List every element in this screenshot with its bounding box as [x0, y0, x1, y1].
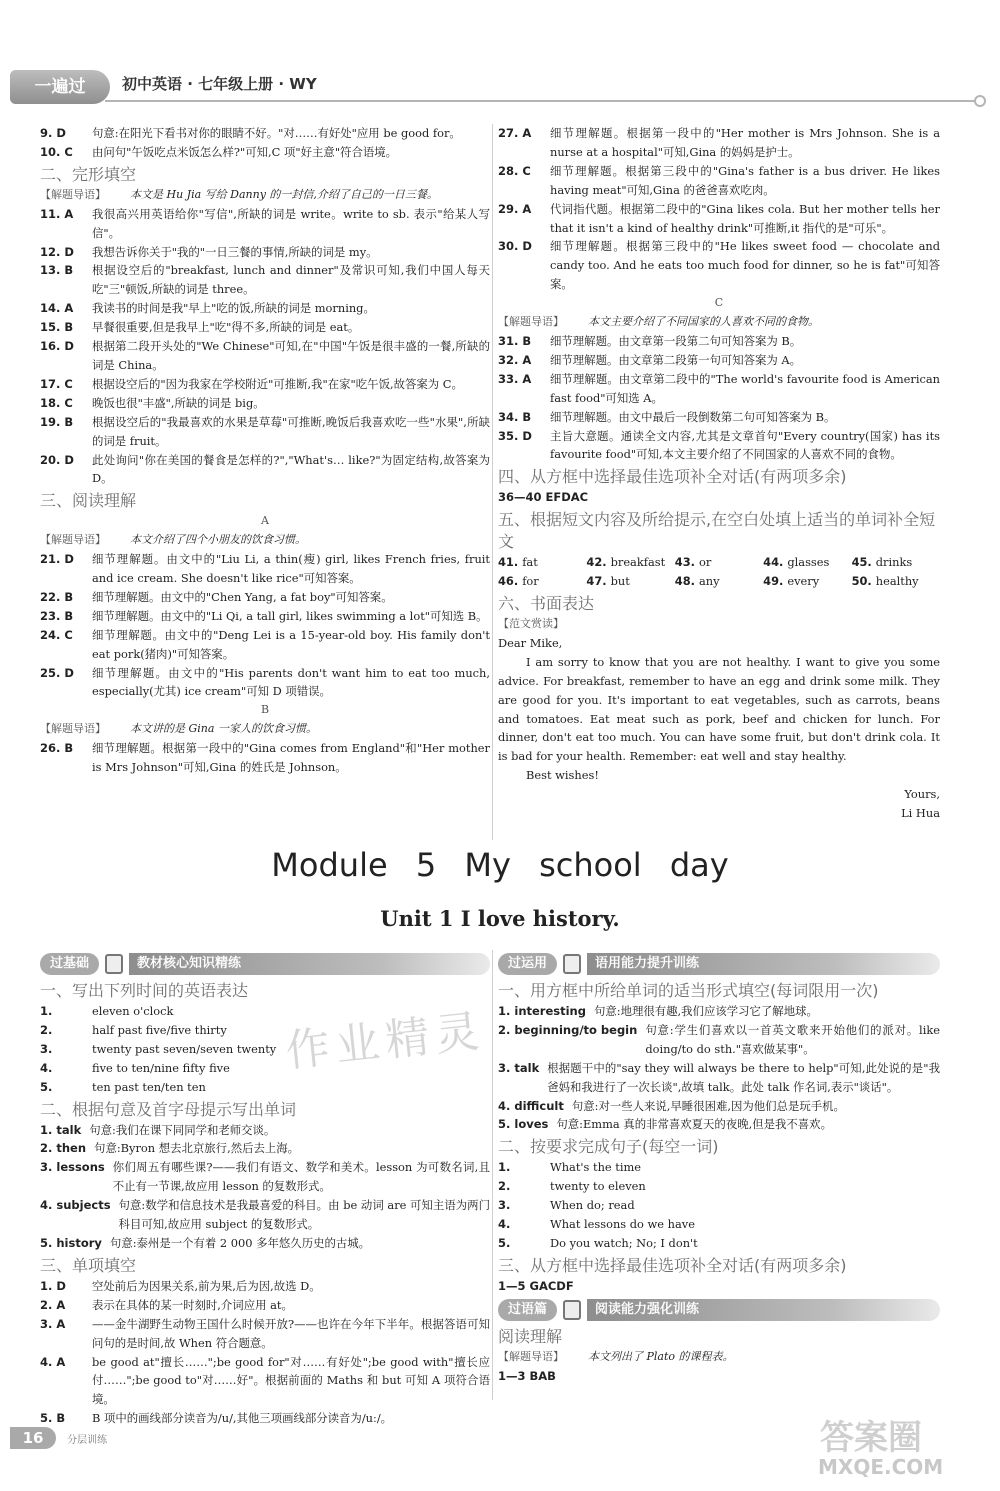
list-item: [498, 1177, 940, 1196]
item-number: 3.: [40, 1041, 53, 1056]
list-item: [40, 1277, 490, 1296]
list-item: [40, 451, 490, 489]
section-heading-sentences: 二、按要求完成句子(每空一词): [498, 1137, 719, 1157]
guide-label: 【解题导语】: [40, 187, 106, 201]
guide-text: 本文列出了 Plato 的课程表。: [588, 1349, 734, 1363]
item-text: 表示在具体的某一时刻时,介词应用 at。: [92, 1297, 293, 1312]
fill-answer: [586, 572, 674, 591]
model-essay-label: 【范文赏读】: [498, 617, 564, 631]
item-text: 细节理解题。由文章第二段第一句可知答案为 A。: [550, 352, 802, 367]
unit-column-right: [498, 950, 940, 1386]
item-text: 代词指代题。根据第二段中的"Gina likes cola. But her mother tells her that it isn't a kind of healthy drink"可推断,it 指代的是"可乐"。: [550, 201, 940, 235]
list-item: [40, 1315, 490, 1353]
section-heading-dialogue2: 三、从方框中选择最佳选项补全对话(有两项多余): [498, 1255, 847, 1275]
item-text: 根据设空后的"因为我家在学校附近"可推断,我"在家"吃午饭,故答案为 C。: [92, 376, 463, 391]
item-number: 35. D: [498, 428, 532, 443]
page-number: 16: [10, 1427, 56, 1449]
item-number: 19. B: [40, 414, 74, 429]
list-item: [40, 1139, 490, 1158]
list-item: [40, 413, 490, 451]
item-number: 15. B: [40, 320, 74, 335]
section-heading-words: 二、根据句意及首字母提示写出单词: [40, 1099, 297, 1119]
item-text: 细节理解题。由文中的"His parents don't want him to eat too much, especially(尤其) ice cream"可知 D 项错误。: [92, 665, 490, 699]
item-text: 细节理解题。由文中最后一段倒数第二句可知答案为 B。: [550, 409, 836, 424]
list-item: [498, 427, 940, 465]
item-number: 5.: [40, 1079, 53, 1094]
list-a1: [40, 124, 490, 162]
list-item: [40, 205, 490, 243]
item-number: 2. then: [40, 1141, 87, 1156]
item-text: 句意:学生们喜欢以一首英文歌来开始他们的派对。like doing/to do sth."喜欢做某事"。: [645, 1022, 940, 1056]
list-item: [498, 370, 940, 408]
list-d1: [498, 1002, 940, 1134]
item-text: 句意:对一些人来说,早睡很困难,因为他们总是玩手机。: [571, 1098, 845, 1113]
item-number: 1. talk: [40, 1122, 82, 1137]
fill-answer-number: 50.: [851, 574, 872, 589]
item-number: 1. D: [40, 1278, 66, 1293]
fill-answer: [586, 553, 674, 572]
fill-answer-number: 49.: [763, 574, 784, 589]
item-text: 根据设空后的"我最喜欢的水果是草莓"可推断,晚饭后我喜欢吃一些"水果",所缺的词是 fruit。: [92, 414, 490, 448]
item-text: 细节理解题。根据第三段中的"Gina's father is a bus driver. He likes having meat"可知,Gina 的爸爸喜欢吃肉。: [550, 163, 940, 197]
list-item: [40, 1121, 490, 1140]
item-text: 细节理解题。根据第三段中的"He likes sweet food — chocolate and candy too. And he eats too much food for dinner, so he is fat"可知答案。: [550, 239, 940, 292]
item-number: 14. A: [40, 301, 74, 316]
list-item: [40, 1409, 490, 1428]
list-item: [40, 1021, 490, 1040]
fill-answer-word: for: [522, 574, 539, 589]
item-number: 2. beginning/to begin: [498, 1022, 638, 1037]
fill-answer-number: 42.: [586, 555, 607, 570]
item-text: 细节理解题。由文中的"Chen Yang, a fat boy"可知答案。: [92, 589, 393, 604]
guide-reading-c: [498, 313, 940, 332]
item-text: 我想告诉你关于"我的"一日三餐的事情,所缺的词是 my。: [92, 244, 378, 259]
item-text: What lessons do we have: [550, 1217, 695, 1232]
list-item: [498, 162, 940, 200]
list-a3: [40, 550, 490, 701]
dialogue-answers-2: 1—5 GACDF: [498, 1278, 574, 1293]
fill-answer: [763, 553, 851, 572]
list-item: [498, 1021, 940, 1059]
fill-answer-number: 44.: [763, 555, 784, 570]
list-item: [40, 394, 490, 413]
fill-answer-number: 48.: [674, 574, 695, 589]
list-a2: [40, 205, 490, 489]
column-divider-bottom: [492, 950, 493, 1400]
item-text: 此处询问"你在美国的餐食是怎样的?","What's… like?"为固定结构,故答案为 D。: [92, 452, 490, 486]
fill-answer-word: or: [698, 555, 712, 570]
list-item: [498, 200, 940, 238]
item-number: 31. B: [498, 333, 532, 348]
list-item: [40, 1196, 490, 1234]
fill-answer-word: drinks: [875, 555, 913, 570]
item-text: 句意:我们在课下同同学和老师交谈。: [89, 1122, 276, 1137]
item-number: 4. difficult: [498, 1098, 564, 1113]
fill-answer: [675, 553, 763, 572]
fill-answer-word: any: [698, 574, 720, 589]
section-heading-time: 一、写出下列时间的英语表达: [40, 981, 249, 1000]
letter-body: I am sorry to know that you are not healthy. I want to give you some advice. For breakfast, remember to have an egg and drink some milk. They are good for you. It's important to eat vegetables, such as carrots, beans and tomatoes. Eat meat such as pork, beef and chicken for lunch. For dinner, don't eat too much. You can have some fruit, but don't drink cola. It is bad for your health. Remember: eat well and stay healthy.: [498, 654, 940, 764]
book-title: 初中英语 · 七年级上册 · WY: [122, 75, 317, 93]
item-text: 细节理解题。根据第一段中的"Her mother is Mrs Johnson. She is a nurse at a hospital"可知,Gina 的妈妈是护士。: [550, 126, 940, 159]
item-number: 2. A: [40, 1297, 66, 1312]
guide-text: 本文介绍了四个小朋友的饮食习惯。: [130, 533, 306, 547]
item-text: 细节理解题。由文中的"Liu Li, a thin(瘦) girl, likes French fries, fruit and ice cream. She doesn't like rice"可知答案。: [92, 552, 490, 586]
guide-cloze: [40, 186, 490, 205]
item-text: Do you watch; No; I don't: [550, 1235, 698, 1250]
item-text: twenty to eleven: [550, 1179, 646, 1194]
item-text: half past five/five thirty: [92, 1022, 227, 1037]
item-number: 33. A: [498, 371, 532, 386]
list-item: [498, 1059, 940, 1097]
item-text: 细节理解题。由文章第二段中的"The world's favourite food is American fast food"可知选 A。: [550, 371, 940, 405]
item-number: 5. history: [40, 1235, 102, 1250]
answers-column-right: [498, 124, 940, 823]
guide-reading-plato: [498, 1348, 940, 1367]
section-heading-wordform: 一、用方框中所给单词的适当形式填空(每词限用一次): [498, 981, 879, 1000]
unit-column-left: [40, 950, 490, 1428]
item-number: 5. B: [40, 1411, 66, 1426]
fill-answer-number: 47.: [586, 574, 607, 589]
letter-greeting: Dear Mike,: [498, 635, 563, 650]
list-item: [40, 243, 490, 262]
letter-closing: Best wishes!: [526, 768, 599, 783]
item-text: 句意:Byron 想去北京旅行,然后去上海。: [94, 1141, 300, 1156]
list-item: [40, 664, 490, 702]
fill-answer-word: every: [787, 574, 820, 589]
item-text: When do; read: [550, 1198, 635, 1213]
list-item: [40, 739, 490, 777]
answers-column-left: [40, 124, 490, 777]
footer-label: 分层训练: [67, 1435, 108, 1446]
item-text: 细节理解题。由文中的"Deng Lei is a 15-year-old boy. His family don't eat pork(猪肉)"可知答案。: [92, 627, 490, 661]
item-number: 17. C: [40, 376, 73, 391]
list-c3: [40, 1277, 490, 1428]
item-number: 1.: [40, 1004, 53, 1018]
fill-answer-word: but: [610, 574, 630, 589]
item-number: 22. B: [40, 589, 74, 604]
list-item: [498, 237, 940, 294]
list-item: [40, 124, 490, 143]
item-text: be good at"擅长……";be good for"对……有好处";be good with"擅长应付……";be good to"对……好"。根据前面的 Maths 和 but 可知 A 项符合语境。: [92, 1354, 490, 1407]
item-text: 根据第二段开头处的"We Chinese"可知,在"中国"午饭是很丰盛的一餐,所缺的词是 China。: [92, 339, 490, 372]
item-text: 根据题干中的"say they will always be there to help"可知,此处说的是"我爸妈和我进行了一次长谈",故填 talk。此处 talk 作名词,表示"谈话"。: [547, 1060, 940, 1094]
chart-icon: [563, 954, 581, 974]
item-number: 27. A: [498, 126, 532, 140]
fill-answer: [763, 572, 851, 591]
item-number: 4.: [498, 1217, 511, 1232]
fill-answer-word: glasses: [787, 555, 830, 570]
item-number: 32. A: [498, 352, 532, 367]
list-d2: [498, 1158, 940, 1253]
fill-answer-number: 41.: [498, 555, 519, 570]
page-header: [10, 62, 980, 112]
passage-letter-b: B: [260, 703, 270, 717]
banner-reading: [498, 1298, 940, 1322]
fill-answer-number: 45.: [851, 555, 872, 570]
guide-text: 本文讲的是 Gina 一家人的饮食习惯。: [130, 722, 317, 736]
item-number: 26. B: [40, 741, 74, 756]
section-heading-cloze: 二、完形填空: [40, 164, 137, 184]
banner-label: 教材核心知识精练: [129, 953, 490, 975]
list-item: [40, 588, 490, 607]
guide-text: 本文主要介绍了不同国家的人喜欢不同的食物。: [588, 315, 819, 329]
list-item: [498, 1115, 940, 1134]
list-item: [498, 124, 940, 162]
list-item: [40, 143, 490, 162]
list-a4: [40, 739, 490, 777]
list-item: [40, 299, 490, 318]
list-item: [498, 332, 940, 351]
item-text: 句意:Emma 真的非常喜欢夏天的夜晚,但是我不喜欢。: [556, 1117, 832, 1132]
list-item: [40, 1353, 490, 1410]
fill-answer: [852, 572, 940, 591]
item-text: ten past ten/ten ten: [92, 1079, 206, 1094]
reading-answers: 1—3 BAB: [498, 1368, 556, 1383]
item-text: 你们周五有哪些课?——我们有语文、数学和美术。lesson 为可数名词,且不止有一节课,故应用 lesson 的复数形式。: [112, 1160, 490, 1194]
item-text: 句意:泰州是一个有着 2 000 多年悠久历史的古城。: [109, 1235, 371, 1250]
item-number: 29. A: [498, 201, 532, 216]
list-item: [498, 1215, 940, 1234]
list-item: [498, 1097, 940, 1116]
guide-label: 【解题导语】: [498, 315, 564, 329]
item-number: 21. D: [40, 552, 74, 567]
item-text: ——金牛湖野生动物王国什么时候开放?——也许在今年下半年。根据答语可知问句的是时间,故 When 符合题意。: [92, 1316, 490, 1350]
fill-answer: [498, 572, 586, 591]
item-number: 9. D: [40, 126, 66, 140]
item-text: 我读书的时间是我"早上"吃的饭,所缺的词是 morning。: [92, 301, 375, 316]
item-number: 4. subjects: [40, 1198, 111, 1213]
fill-answer: [852, 553, 940, 572]
item-text: 早餐很重要,但是我早上"吃"得不多,所缺的词是 eat。: [92, 320, 360, 335]
list-item: [498, 351, 940, 370]
item-text: 句意:在阳光下看书对你的眼睛不好。"对……有好处"应用 be good for。: [92, 126, 461, 140]
list-item: [40, 1234, 490, 1253]
book-icon: [105, 954, 123, 974]
fill-answer-grid: [498, 553, 940, 591]
item-text: 细节理解题。由文中的"Li Qi, a tall girl, likes swimming a lot"可知选 B。: [92, 608, 488, 623]
list-c1: [40, 1002, 490, 1097]
list-item: [40, 1078, 490, 1097]
item-text: 细节理解题。根据第一段中的"Gina comes from England"和"Her mother is Mrs Johnson"可知,Gina 的姓氏是 Johnson。: [92, 741, 490, 775]
guide-label: 【解题导语】: [40, 533, 106, 547]
list-item: [40, 550, 490, 588]
item-number: 18. C: [40, 395, 73, 410]
fill-answer-word: fat: [522, 555, 538, 570]
item-number: 5.: [498, 1235, 511, 1250]
fill-answer-word: healthy: [875, 574, 919, 589]
page-footer: [10, 1427, 107, 1451]
list-item: [40, 1296, 490, 1315]
list-item: [498, 1234, 940, 1253]
item-number: 4. A: [40, 1354, 66, 1369]
header-rule: [105, 100, 980, 102]
item-text: 细节理解题。由文章第一段第二句可知答案为 B。: [550, 333, 802, 348]
item-text: 句意:地理很有趣,我们应该学习它了解地球。: [593, 1004, 818, 1018]
list-item: [498, 1158, 940, 1177]
list-item: [498, 1196, 940, 1215]
banner-label: 语用能力提升训练: [587, 953, 940, 975]
dialogue-answers: 36—40 EFDAC: [498, 490, 589, 505]
item-number: 30. D: [498, 239, 532, 254]
column-divider-top: [492, 124, 493, 840]
section-heading-dialogue: 四、从方框中选择最佳选项补全对话(有两项多余): [498, 467, 847, 487]
item-number: 34. B: [498, 409, 532, 424]
list-item: [40, 337, 490, 375]
item-text: 空处前后为因果关系,前为果,后为因,故选 D。: [92, 1278, 321, 1293]
item-text: 根据设空后的"breakfast, lunch and dinner"及常识可知,我们中国人每天吃"三"顿饭,所缺的词是 three。: [92, 263, 490, 297]
passage-letter-a: A: [261, 514, 269, 528]
item-number: 5. loves: [498, 1117, 549, 1132]
item-number: 3.: [498, 1198, 511, 1213]
banner-label: 阅读能力强化训练: [587, 1299, 940, 1321]
list-item: [40, 1158, 490, 1196]
item-text: 句意:数学和信息技术是我最喜爱的科目。由 be 动词 are 可知主语为两门科目可知,故应用 subject 的复数形式。: [118, 1198, 490, 1232]
item-number: 4.: [40, 1060, 53, 1075]
item-text: five to ten/nine fifty five: [92, 1060, 230, 1075]
list-item: [498, 1002, 940, 1021]
item-text: twenty past seven/seven twenty: [92, 1041, 277, 1056]
brand-logo: 一遍过: [10, 70, 110, 104]
item-text: 晚饭也很"丰盛",所缺的词是 big。: [92, 395, 265, 410]
item-number: 1. interesting: [498, 1004, 586, 1018]
item-number: 3. lessons: [40, 1160, 105, 1175]
guide-text: 本文是 Hu Jia 写给 Danny 的一封信,介绍了自己的一日三餐。: [130, 187, 438, 201]
item-text: 主旨大意题。通读全文内容,尤其是文章首句"Every country(国家) has its favourite food"可知,本文主要介绍了不同国家的人喜欢不同的食物。: [550, 428, 940, 462]
open-book-icon: [563, 1300, 581, 1320]
banner-pill: 过基础: [40, 953, 99, 975]
item-number: 25. D: [40, 665, 74, 680]
fill-answer-word: breakfast: [610, 555, 666, 570]
item-number: 10. C: [40, 144, 73, 159]
item-number: 11. A: [40, 206, 74, 221]
guide-reading-a: [40, 531, 490, 550]
letter-yours: Yours,: [904, 787, 940, 802]
section-heading-reading: 三、阅读理解: [40, 491, 137, 511]
item-number: 12. D: [40, 244, 74, 259]
item-number: 13. B: [40, 263, 74, 278]
list-item: [40, 1059, 490, 1078]
guide-reading-b: [40, 720, 490, 739]
list-item: [40, 375, 490, 394]
banner-basics: [40, 952, 490, 976]
fill-answer-number: 46.: [498, 574, 519, 589]
list-item: [40, 1002, 490, 1021]
section-heading-fill: 五、根据短文内容及所给提示,在空白处填上适当的单词补全短文: [498, 510, 936, 552]
item-number: 3. A: [40, 1316, 66, 1331]
list-item: [498, 408, 940, 427]
list-item: [40, 1040, 490, 1059]
item-number: 2.: [498, 1179, 511, 1194]
module-title: Module 5 My school day: [271, 846, 729, 884]
item-number: 24. C: [40, 627, 73, 642]
item-number: 3. talk: [498, 1060, 540, 1075]
item-number: 28. C: [498, 163, 531, 178]
model-letter: [498, 634, 940, 823]
fill-answer: [498, 553, 586, 572]
section-heading-choice: 三、单项填空: [40, 1255, 137, 1275]
item-number: 23. B: [40, 608, 74, 623]
watermark-site: MXQE.COM: [818, 1455, 944, 1479]
list-item: [40, 607, 490, 626]
item-text: 我很高兴用英语给你"写信",所缺的词是 write。write to sb. 表示"给某人写信"。: [92, 206, 490, 240]
list-item: [40, 626, 490, 664]
item-text: eleven o'clock: [92, 1004, 174, 1018]
list-item: [40, 261, 490, 299]
guide-label: 【解题导语】: [498, 1349, 564, 1363]
unit-title: Unit 1 I love history.: [380, 906, 620, 931]
passage-letter-c: C: [714, 296, 724, 310]
item-text: B 项中的画线部分读音为/u/,其他三项画线部分读音为/uː/。: [92, 1411, 393, 1426]
section-heading-reading2: 阅读理解: [498, 1326, 563, 1346]
fill-answer-number: 43.: [674, 555, 695, 570]
item-number: 1.: [498, 1160, 511, 1175]
guide-label: 【解题导语】: [40, 722, 106, 736]
banner-pill: 过运用: [498, 953, 557, 975]
banner-pill: 过语篇: [498, 1299, 557, 1321]
item-number: 16. D: [40, 339, 74, 354]
banner-usage: [498, 952, 940, 976]
list-c2: [40, 1121, 490, 1253]
list-b2: [498, 332, 940, 464]
section-heading-writing: 六、书面表达: [498, 594, 595, 614]
header-endcap: [974, 95, 986, 107]
item-number: 20. D: [40, 452, 74, 467]
item-text: 由问句"午饭吃点米饭怎么样?"可知,C 项"好主意"符合语境。: [92, 144, 398, 159]
item-number: 2.: [40, 1022, 53, 1037]
letter-signature: Li Hua: [901, 806, 940, 821]
fill-answer: [675, 572, 763, 591]
list-b1: [498, 124, 940, 294]
watermark-center: 作业精灵: [283, 1005, 488, 1078]
watermark-corner: 答案圈: [820, 1418, 922, 1458]
item-text: What's the time: [550, 1160, 642, 1175]
list-item: [40, 318, 490, 337]
